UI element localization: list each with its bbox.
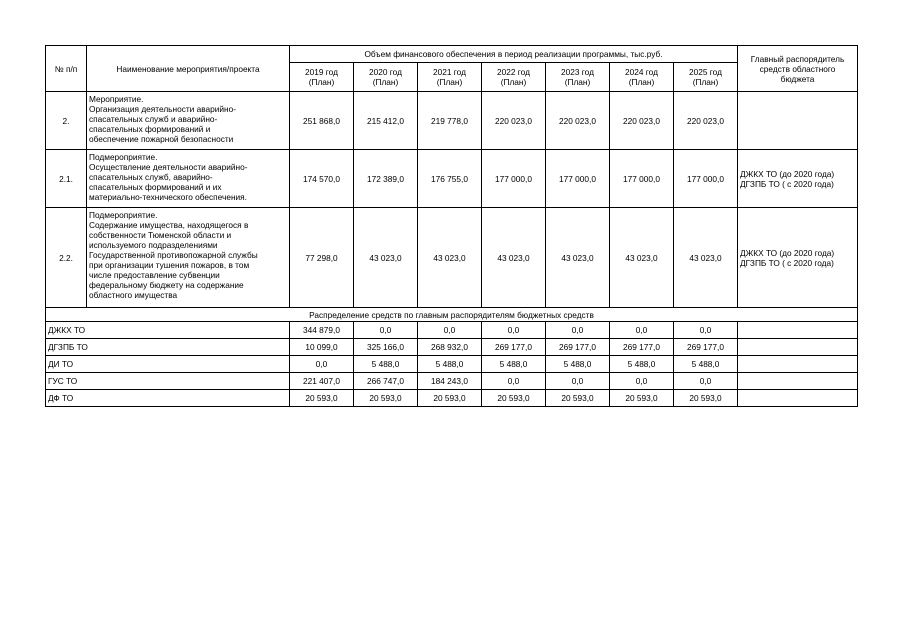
value-cell: 0,0 xyxy=(354,322,418,339)
distributor-name: ДЖКХ ТО xyxy=(46,322,290,339)
activity-name: Подмероприятие. Осуществление деятельности аварийно- спасательных служб, аварийно- спасательных формирований и их материально-технического обеспечения. xyxy=(87,150,290,208)
value-cell: 177 000,0 xyxy=(674,150,738,208)
empty-cell xyxy=(738,322,858,339)
value-cell: 20 593,0 xyxy=(482,390,546,407)
value-cell: 0,0 xyxy=(674,373,738,390)
value-cell: 43 023,0 xyxy=(610,208,674,308)
distribution-row xyxy=(46,373,858,390)
value-cell: 20 593,0 xyxy=(674,390,738,407)
value-cell: 220 023,0 xyxy=(482,92,546,150)
header-year-2019: 2019 год (План) xyxy=(290,63,354,92)
value-cell: 269 177,0 xyxy=(482,339,546,356)
activity-name: Мероприятие. Организация деятельности аварийно- спасательных служб и аварийно- спасательных формирований и обеспечение пожарной безопасности xyxy=(87,92,290,150)
value-cell: 5 488,0 xyxy=(354,356,418,373)
value-cell: 177 000,0 xyxy=(610,150,674,208)
value-cell: 251 868,0 xyxy=(290,92,354,150)
distributor-name: ДИ ТО xyxy=(46,356,290,373)
header-year-2022: 2022 год (План) xyxy=(482,63,546,92)
value-cell: 20 593,0 xyxy=(418,390,482,407)
value-cell: 176 755,0 xyxy=(418,150,482,208)
value-cell: 174 570,0 xyxy=(290,150,354,208)
distribution-row xyxy=(46,322,858,339)
header-year-2021: 2021 год (План) xyxy=(418,63,482,92)
header-number: № п/п xyxy=(46,46,87,92)
value-cell: 184 243,0 xyxy=(418,373,482,390)
value-cell: 220 023,0 xyxy=(674,92,738,150)
value-cell: 266 747,0 xyxy=(354,373,418,390)
value-cell: 219 778,0 xyxy=(418,92,482,150)
budget-manager-cell: ДЖКХ ТО (до 2020 года) ДГЗПБ ТО ( с 2020 года) xyxy=(738,208,858,308)
activity-number: 2.1. xyxy=(46,150,87,208)
value-cell: 77 298,0 xyxy=(290,208,354,308)
value-cell: 268 932,0 xyxy=(418,339,482,356)
header-year-2025: 2025 год (План) xyxy=(674,63,738,92)
value-cell: 269 177,0 xyxy=(546,339,610,356)
value-cell: 0,0 xyxy=(610,373,674,390)
table-row xyxy=(46,150,858,208)
activity-number: 2. xyxy=(46,92,87,150)
value-cell: 269 177,0 xyxy=(610,339,674,356)
value-cell: 20 593,0 xyxy=(610,390,674,407)
header-funding-volume: Объем финансового обеспечения в период реализации программы, тыс.руб. xyxy=(290,46,738,63)
distribution-row xyxy=(46,390,858,407)
value-cell: 0,0 xyxy=(290,356,354,373)
header-year-2020: 2020 год (План) xyxy=(354,63,418,92)
value-cell: 5 488,0 xyxy=(418,356,482,373)
distribution-row xyxy=(46,356,858,373)
value-cell: 10 099,0 xyxy=(290,339,354,356)
budget-manager-cell: ДЖКХ ТО (до 2020 года) ДГЗПБ ТО ( с 2020 года) xyxy=(738,150,858,208)
distributor-name: ДФ ТО xyxy=(46,390,290,407)
header-row xyxy=(46,46,858,63)
value-cell: 172 389,0 xyxy=(354,150,418,208)
value-cell: 325 166,0 xyxy=(354,339,418,356)
value-cell: 5 488,0 xyxy=(674,356,738,373)
value-cell: 43 023,0 xyxy=(354,208,418,308)
value-cell: 215 412,0 xyxy=(354,92,418,150)
value-cell: 221 407,0 xyxy=(290,373,354,390)
distributor-name: ГУС ТО xyxy=(46,373,290,390)
header-year-2023: 2023 год (План) xyxy=(546,63,610,92)
value-cell: 0,0 xyxy=(546,322,610,339)
activity-number: 2.2. xyxy=(46,208,87,308)
value-cell: 0,0 xyxy=(482,322,546,339)
value-cell: 20 593,0 xyxy=(354,390,418,407)
value-cell: 269 177,0 xyxy=(674,339,738,356)
distribution-title: Распределение средств по главным распорядителям бюджетных средств xyxy=(46,308,858,322)
value-cell: 220 023,0 xyxy=(546,92,610,150)
empty-cell xyxy=(738,390,858,407)
value-cell: 0,0 xyxy=(674,322,738,339)
distributor-name: ДГЗПБ ТО xyxy=(46,339,290,356)
header-activity-name: Наименование мероприятия/проекта xyxy=(87,46,290,92)
value-cell: 177 000,0 xyxy=(482,150,546,208)
value-cell: 0,0 xyxy=(482,373,546,390)
budget-manager-cell xyxy=(738,92,858,150)
value-cell: 0,0 xyxy=(546,373,610,390)
value-cell: 5 488,0 xyxy=(482,356,546,373)
value-cell: 43 023,0 xyxy=(482,208,546,308)
value-cell: 43 023,0 xyxy=(674,208,738,308)
table-body xyxy=(46,46,858,407)
value-cell: 0,0 xyxy=(610,322,674,339)
value-cell: 43 023,0 xyxy=(418,208,482,308)
empty-cell xyxy=(738,339,858,356)
value-cell: 20 593,0 xyxy=(290,390,354,407)
value-cell: 5 488,0 xyxy=(546,356,610,373)
activity-name: Подмероприятие. Содержание имущества, находящегося в собственности Тюменской области и используемого подразделениями Государственной противопожарной службы при организации тушения пожаров, в том числе предоставление субвенции федеральному бюджету на содержание областного имущества xyxy=(87,208,290,308)
empty-cell xyxy=(738,373,858,390)
header-year-2024: 2024 год (План) xyxy=(610,63,674,92)
value-cell: 20 593,0 xyxy=(546,390,610,407)
value-cell: 177 000,0 xyxy=(546,150,610,208)
empty-cell xyxy=(738,356,858,373)
budget-table xyxy=(45,45,858,407)
value-cell: 43 023,0 xyxy=(546,208,610,308)
header-budget-manager: Главный распорядитель средств областного бюджета xyxy=(738,46,858,92)
distribution-row xyxy=(46,339,858,356)
value-cell: 220 023,0 xyxy=(610,92,674,150)
distribution-title-row xyxy=(46,308,858,322)
table-row xyxy=(46,92,858,150)
value-cell: 5 488,0 xyxy=(610,356,674,373)
value-cell: 344 879,0 xyxy=(290,322,354,339)
value-cell: 0,0 xyxy=(418,322,482,339)
table-row xyxy=(46,208,858,308)
